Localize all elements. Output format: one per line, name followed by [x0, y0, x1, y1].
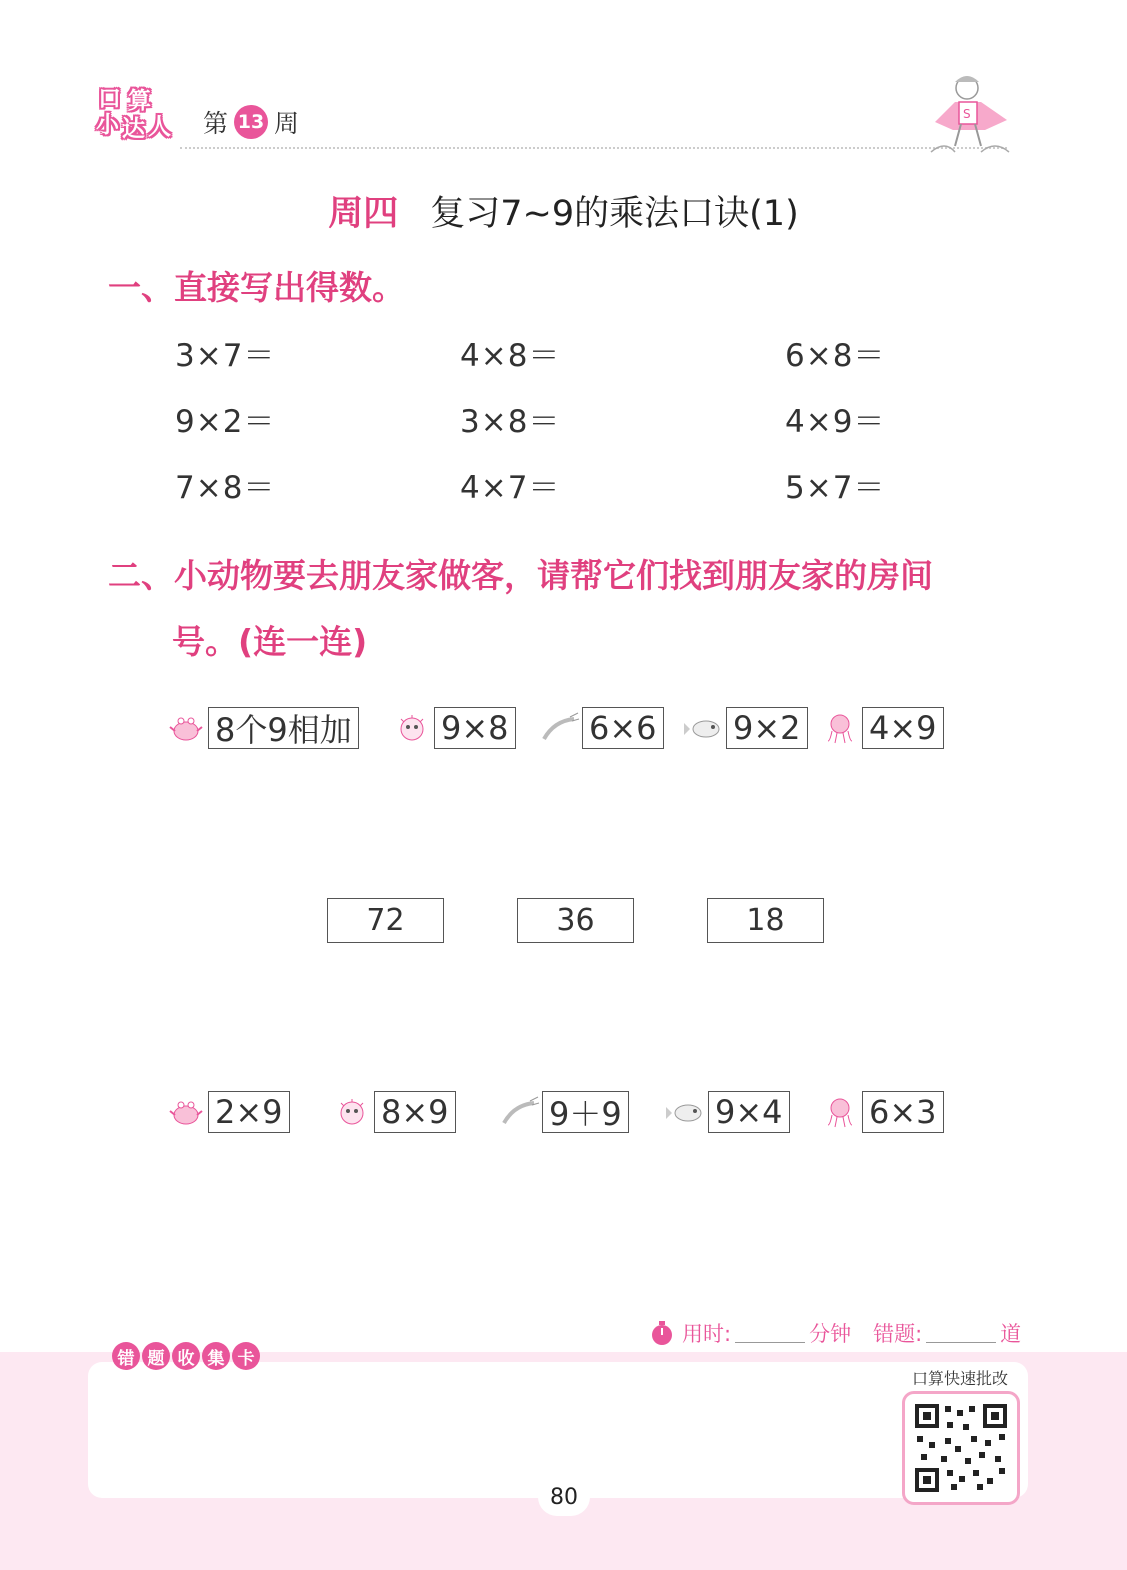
errors-unit: 道 [1000, 1322, 1022, 1346]
problem: 4×9＝ [785, 404, 886, 440]
fish-icon [684, 711, 724, 745]
time-label: 用时: [682, 1322, 732, 1346]
logo-char: 口 [98, 86, 121, 112]
logo-char: 算 [128, 88, 151, 114]
qr-label: 口算快速批改 [911, 1369, 1008, 1388]
qr-section [902, 1366, 1018, 1496]
logo-char: 小 [96, 112, 119, 138]
octopus-icon [820, 1095, 860, 1129]
match-item-top[interactable] [392, 707, 516, 749]
qr-code[interactable] [902, 1391, 1020, 1505]
crab-icon [166, 1095, 206, 1129]
expression-box: 8个9相加 [208, 707, 359, 749]
expression-box: 9×4 [708, 1091, 790, 1133]
svg-text:S: S [963, 107, 971, 121]
puffer-fish-icon [392, 711, 432, 745]
shrimp-icon [500, 1095, 540, 1129]
title-text: 复习7~9的乘法口诀(1) [430, 194, 799, 234]
fish-icon [666, 1095, 706, 1129]
problem: 3×8＝ [460, 404, 561, 440]
match-item-bottom[interactable] [820, 1091, 944, 1133]
expression-box: 6×6 [582, 707, 664, 749]
expression-box: 9×8 [434, 707, 516, 749]
section2-heading: 二、小动物要去朋友家做客，请帮它们找到朋友家的房间 [108, 556, 933, 595]
problem: 4×7＝ [460, 470, 561, 506]
match-item-bottom[interactable] [166, 1091, 290, 1133]
stopwatch-icon [648, 1319, 676, 1347]
logo-char: 人 [148, 114, 171, 140]
error-card-title-char: 错 [112, 1342, 140, 1370]
problem: 3×7＝ [175, 338, 276, 374]
crab-icon [166, 711, 206, 745]
match-item-bottom[interactable] [500, 1091, 629, 1133]
expression-box: 4×9 [862, 707, 944, 749]
problem: 7×8＝ [175, 470, 276, 506]
errors-blank[interactable] [926, 1324, 996, 1343]
expression-box: 9×2 [726, 707, 808, 749]
match-item-bottom[interactable] [666, 1091, 790, 1133]
error-card-title-char: 收 [172, 1342, 200, 1370]
room-number-box[interactable]: 36 [517, 898, 634, 943]
puffer-fish-icon [332, 1095, 372, 1129]
time-unit: 分钟 [809, 1322, 852, 1346]
superhero-illustration [925, 70, 1015, 160]
qr-code-icon [915, 1404, 1007, 1492]
match-item-top[interactable] [166, 707, 359, 749]
time-and-errors [648, 1318, 1021, 1348]
page-title [0, 186, 1127, 236]
section1-heading: 一、直接写出得数。 [108, 268, 405, 307]
problem: 6×8＝ [785, 338, 886, 374]
expression-box: 2×9 [208, 1091, 290, 1133]
expression-box: 9＋9 [542, 1091, 629, 1133]
logo [96, 88, 180, 148]
header-divider [180, 147, 1007, 149]
match-item-bottom[interactable] [332, 1091, 456, 1133]
match-item-top[interactable] [540, 707, 664, 749]
time-blank[interactable] [735, 1324, 805, 1343]
week-suffix: 周 [274, 109, 300, 138]
expression-box: 8×9 [374, 1091, 456, 1133]
octopus-icon [820, 711, 860, 745]
error-card-title-char: 集 [202, 1342, 230, 1370]
problem: 5×7＝ [785, 470, 886, 506]
problem: 4×8＝ [460, 338, 561, 374]
error-card-title-char: 卡 [232, 1342, 260, 1370]
shrimp-icon [540, 711, 580, 745]
title-day: 周四 [328, 194, 399, 234]
error-card-title [112, 1342, 260, 1370]
room-number-box[interactable]: 18 [707, 898, 824, 943]
match-item-top[interactable] [684, 707, 808, 749]
section2-heading-line2: 号。(连一连) [172, 622, 368, 661]
week-prefix: 第 [203, 109, 229, 138]
page-number: 80 [538, 1478, 590, 1516]
week-number-badge: 13 [234, 105, 268, 139]
expression-box: 6×3 [862, 1091, 944, 1133]
room-number-box[interactable]: 72 [327, 898, 444, 943]
logo-char: 达 [122, 116, 145, 142]
match-item-top[interactable] [820, 707, 944, 749]
errors-label: 错题: [873, 1322, 923, 1346]
week-label [203, 104, 299, 140]
error-card-title-char: 题 [142, 1342, 170, 1370]
problem: 9×2＝ [175, 404, 276, 440]
